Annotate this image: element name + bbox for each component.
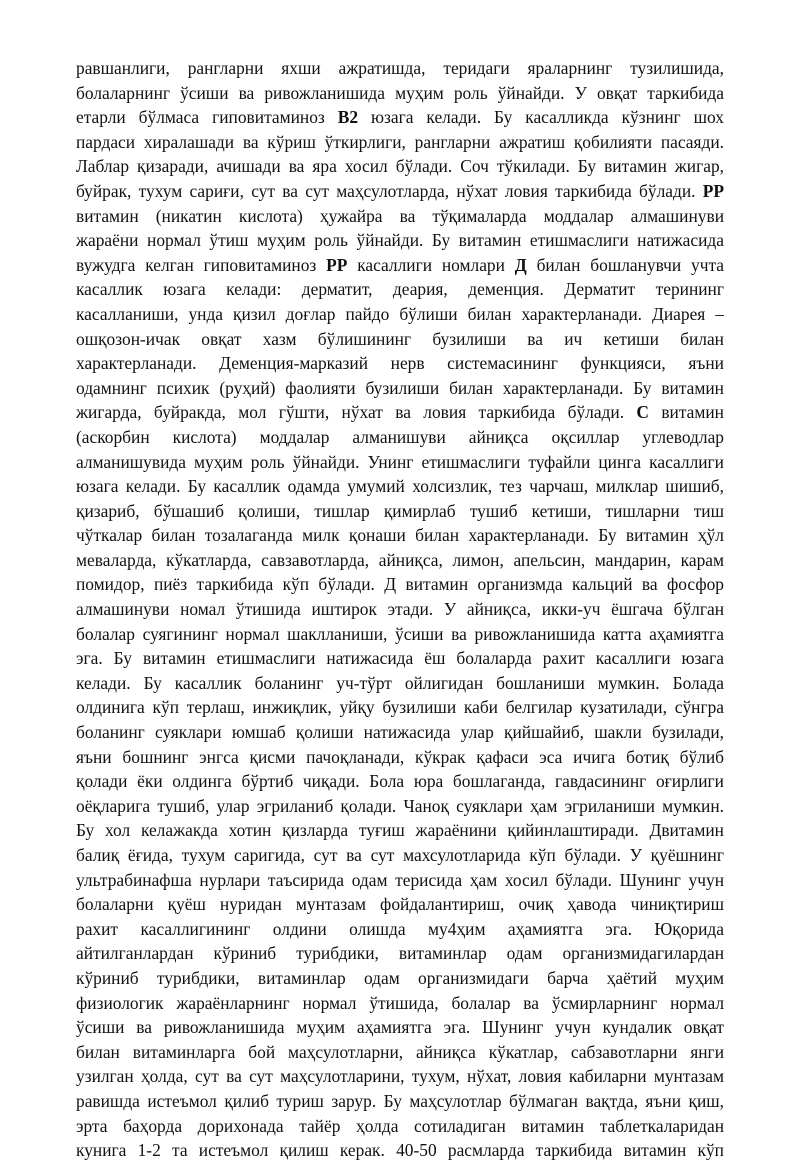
bold-text-segment: C	[636, 402, 649, 423]
text-line	[76, 1089, 724, 1114]
text-segment: (аскорбин кислота) моддалар алманишуви айниқса оқсиллар углеводлар	[76, 426, 724, 447]
text-segment: равишда истеъмол қилиб туриш зарур. Бу маҳсулотлар бўлмаган вақтда, яъни қиш,	[76, 1090, 724, 1111]
text-segment: қолади ёки олдинга бўртиб чиқади. Бола юра бошлаганда, гавдасининг оғирлиги	[76, 771, 724, 792]
text-segment: одамнинг психик (руҳий) фаолияти бузилиши билан характерланади. Бу витамин	[76, 377, 724, 398]
text-segment: айтилганлардан кўриниб турибдики, витаминлар одам организмидагилардан	[76, 943, 724, 964]
text-segment: эрта баҳорда дорихонада тайёр ҳолда сотиладиган витамин таблеткаларидан	[76, 1115, 724, 1136]
text-line	[76, 376, 724, 401]
text-segment: алманишувида муҳим роль ўйнайди. Унинг етишмаслиги туфайли цинга касаллиги	[76, 451, 724, 472]
text-line	[76, 327, 724, 352]
text-line	[76, 204, 724, 229]
text-line	[76, 1064, 724, 1089]
text-line	[76, 622, 724, 647]
bold-text-segment: PP	[702, 180, 724, 201]
text-line	[76, 130, 724, 155]
text-line	[76, 56, 724, 81]
text-segment: эга. Бу витамин етишмаслиги натижасида ёш болаларда рахит касаллиги юзага	[76, 648, 724, 669]
text-line	[76, 991, 724, 1016]
text-line	[76, 400, 724, 425]
text-segment: равшанлиги, рангларни яхши ажратишда, теридаги яраларнинг тузилишида,	[76, 58, 724, 78]
text-segment: характерланади. Деменция-марказий нерв системасининг функцияси, яъни	[76, 353, 724, 374]
text-segment: алмашинуви номал ўтишида иштирок этади. У айниқса, икки-уч ёшгача бўлган	[76, 599, 724, 620]
text-line	[76, 548, 724, 573]
text-line	[76, 499, 724, 524]
text-segment: узилган ҳолда, сут ва сут маҳсулотларини, тухум, нўхат, ловия кабиларни мунтазам	[76, 1066, 724, 1087]
text-segment: болалар суягининг нормал шаклланиши, ўсиши ва ривожланишида катта аҳамиятга	[76, 623, 724, 644]
document-page	[76, 56, 724, 1163]
text-line	[76, 523, 724, 548]
text-line	[76, 695, 724, 720]
text-segment: вужудга келган гиповитаминоз	[76, 254, 327, 275]
text-segment: боланинг суяклари юмшаб қолиши натижасида улар қийшайиб, шакли бузилади,	[76, 722, 724, 743]
text-segment: кўриниб турибдики, витаминлар одам организмидаги барча ҳаётий муҳим	[76, 967, 724, 988]
text-segment: ультрабинафша нурлари таъсирида одам терисида ҳам хосил бўлади. Шунинг учун	[76, 869, 724, 890]
text-segment: витамин	[648, 402, 724, 423]
text-line	[76, 745, 724, 770]
text-segment: касаллиги номлари	[347, 254, 515, 275]
text-segment: қизариб, бўшашиб қолиши, тишлар қимирлаб тушиб кетиши, тишларни тиш	[76, 500, 724, 521]
text-line	[76, 868, 724, 893]
text-line	[76, 671, 724, 696]
text-segment: ўсиши ва ривожланишида муҳим аҳамиятга эга. Шунинг учун кундалик овқат	[76, 1017, 724, 1038]
text-segment: юзага келади. Бу касалликда кўзнинг шох	[358, 107, 724, 128]
text-segment: келади. Бу касаллик боланинг уч-тўрт ойлигидан бошланиши мумкин. Болада	[76, 672, 724, 693]
text-segment: кунига 1-2 та истеъмол қилиш керак. 40-50 расмларда таркибида витамин кўп	[76, 1140, 724, 1161]
text-line	[76, 597, 724, 622]
text-segment: жигарда, буйракда, мол гўшти, нўхат ва ловия таркибида бўлади.	[76, 402, 637, 423]
text-segment: билан бошланувчи учта	[526, 254, 725, 275]
bold-text-segment: PP	[326, 254, 348, 275]
text-line	[76, 917, 724, 942]
text-line	[76, 228, 724, 253]
bold-text-segment: Д	[514, 254, 527, 275]
text-line	[76, 302, 724, 327]
text-segment: физиологик жараёнларнинг нормал ўтишида, болалар ва ўсмирларнинг нормал	[76, 992, 724, 1013]
text-line	[76, 572, 724, 597]
text-line	[76, 154, 724, 179]
text-line	[76, 1040, 724, 1065]
text-segment: Лаблар қизаради, ачишади ва яра хосил бўлади. Соч тўкилади. Бу витамин жигар,	[76, 156, 724, 177]
text-segment: болаларнинг ўсиши ва ривожланишида муҳим роль ўйнайди. У овқат таркибида	[76, 82, 724, 103]
text-line	[76, 720, 724, 745]
text-line	[76, 105, 724, 130]
text-line	[76, 351, 724, 376]
bold-text-segment: B2	[337, 107, 359, 128]
text-segment: Бу хол келажакда хотин қизларда туғиш жараёнини қийинлаштиради. Двитамин	[76, 820, 724, 841]
text-segment: буйрак, тухум сариғи, сут ва сут маҳсулотларда, нўхат ловия таркибида бўлади.	[76, 180, 703, 201]
text-segment: болаларни қуёш нуридан мунтазам фойдалантириш, очиқ ҳавода чиниқтириш	[76, 894, 724, 915]
text-line	[76, 966, 724, 991]
text-line	[76, 818, 724, 843]
text-line	[76, 769, 724, 794]
text-segment: рахит касаллигининг олдини олишда му4ҳим аҳамиятга эга. Юқорида	[76, 918, 724, 939]
text-line	[76, 892, 724, 917]
text-line	[76, 1138, 724, 1163]
text-segment: билан витаминларга бой маҳсулотларни, айниқса кўкатлар, сабзавотларни янги	[76, 1041, 724, 1062]
text-line	[76, 179, 724, 204]
text-line	[76, 1015, 724, 1040]
text-segment: ошқозон-ичак овқат хазм бўлишининг бузилиши ва ич кетиши билан	[76, 328, 724, 349]
text-segment: витамин (никатин кислота) ҳужайра ва тўқималарда моддалар алмашинуви	[76, 205, 724, 226]
text-segment: юзага келади. Бу касаллик одамда умумий холсизлик, тез чарчаш, милклар шишиб,	[76, 476, 724, 497]
text-line	[76, 474, 724, 499]
text-line	[76, 425, 724, 450]
text-line	[76, 843, 724, 868]
text-segment: касалланиши, унда қизил доғлар пайдо бўлиши билан характерланади. Диарея –	[76, 303, 724, 324]
text-segment: яъни бошнинг энгса қисми пачоқланади, кўкрак қафаси эса ичига ботиқ бўлиб	[76, 746, 724, 767]
text-segment: балиқ ёғида, тухум саригида, сут ва сут махсулотларида кўп бўлади. У қуёшнинг	[76, 845, 724, 865]
text-segment: меваларда, кўкатларда, савзавотларда, айниқса, лимон, апельсин, мандарин, карам	[76, 549, 724, 570]
text-segment: оёқларига тушиб, улар эгриланиб қолади. Чаноқ суяклари ҳам эгриланиши мумкин.	[76, 795, 724, 816]
text-segment: касаллик юзага келади: дерматит, деария, деменция. Дерматит терининг	[76, 279, 724, 300]
text-line	[76, 277, 724, 302]
text-segment: олдинига кўп терлаш, инжиқлик, уйқу бузилиши каби белгилар кузатилади, сўнгра	[76, 697, 724, 718]
text-segment: помидор, пиёз таркибида кўп бўлади. Д витамин организмда кальций ва фосфор	[76, 574, 724, 595]
text-segment: етарли бўлмаса гиповитаминоз	[76, 107, 338, 128]
text-line	[76, 941, 724, 966]
text-segment: чўткалар билан тозалаганда милк қонаши билан характерланади. Бу витамин ҳўл	[76, 525, 724, 546]
text-segment: пардаси хиралашади ва кўриш ўткирлиги, рангларни ажратиш қобилияти пасаяди.	[76, 131, 724, 152]
text-line	[76, 794, 724, 819]
text-line	[76, 1114, 724, 1139]
text-line	[76, 81, 724, 106]
text-line	[76, 450, 724, 475]
text-line	[76, 646, 724, 671]
text-line	[76, 253, 724, 278]
text-segment: жараёни нормал ўтиш муҳим роль ўйнайди. Бу витамин етишмаслиги натижасида	[76, 230, 724, 251]
